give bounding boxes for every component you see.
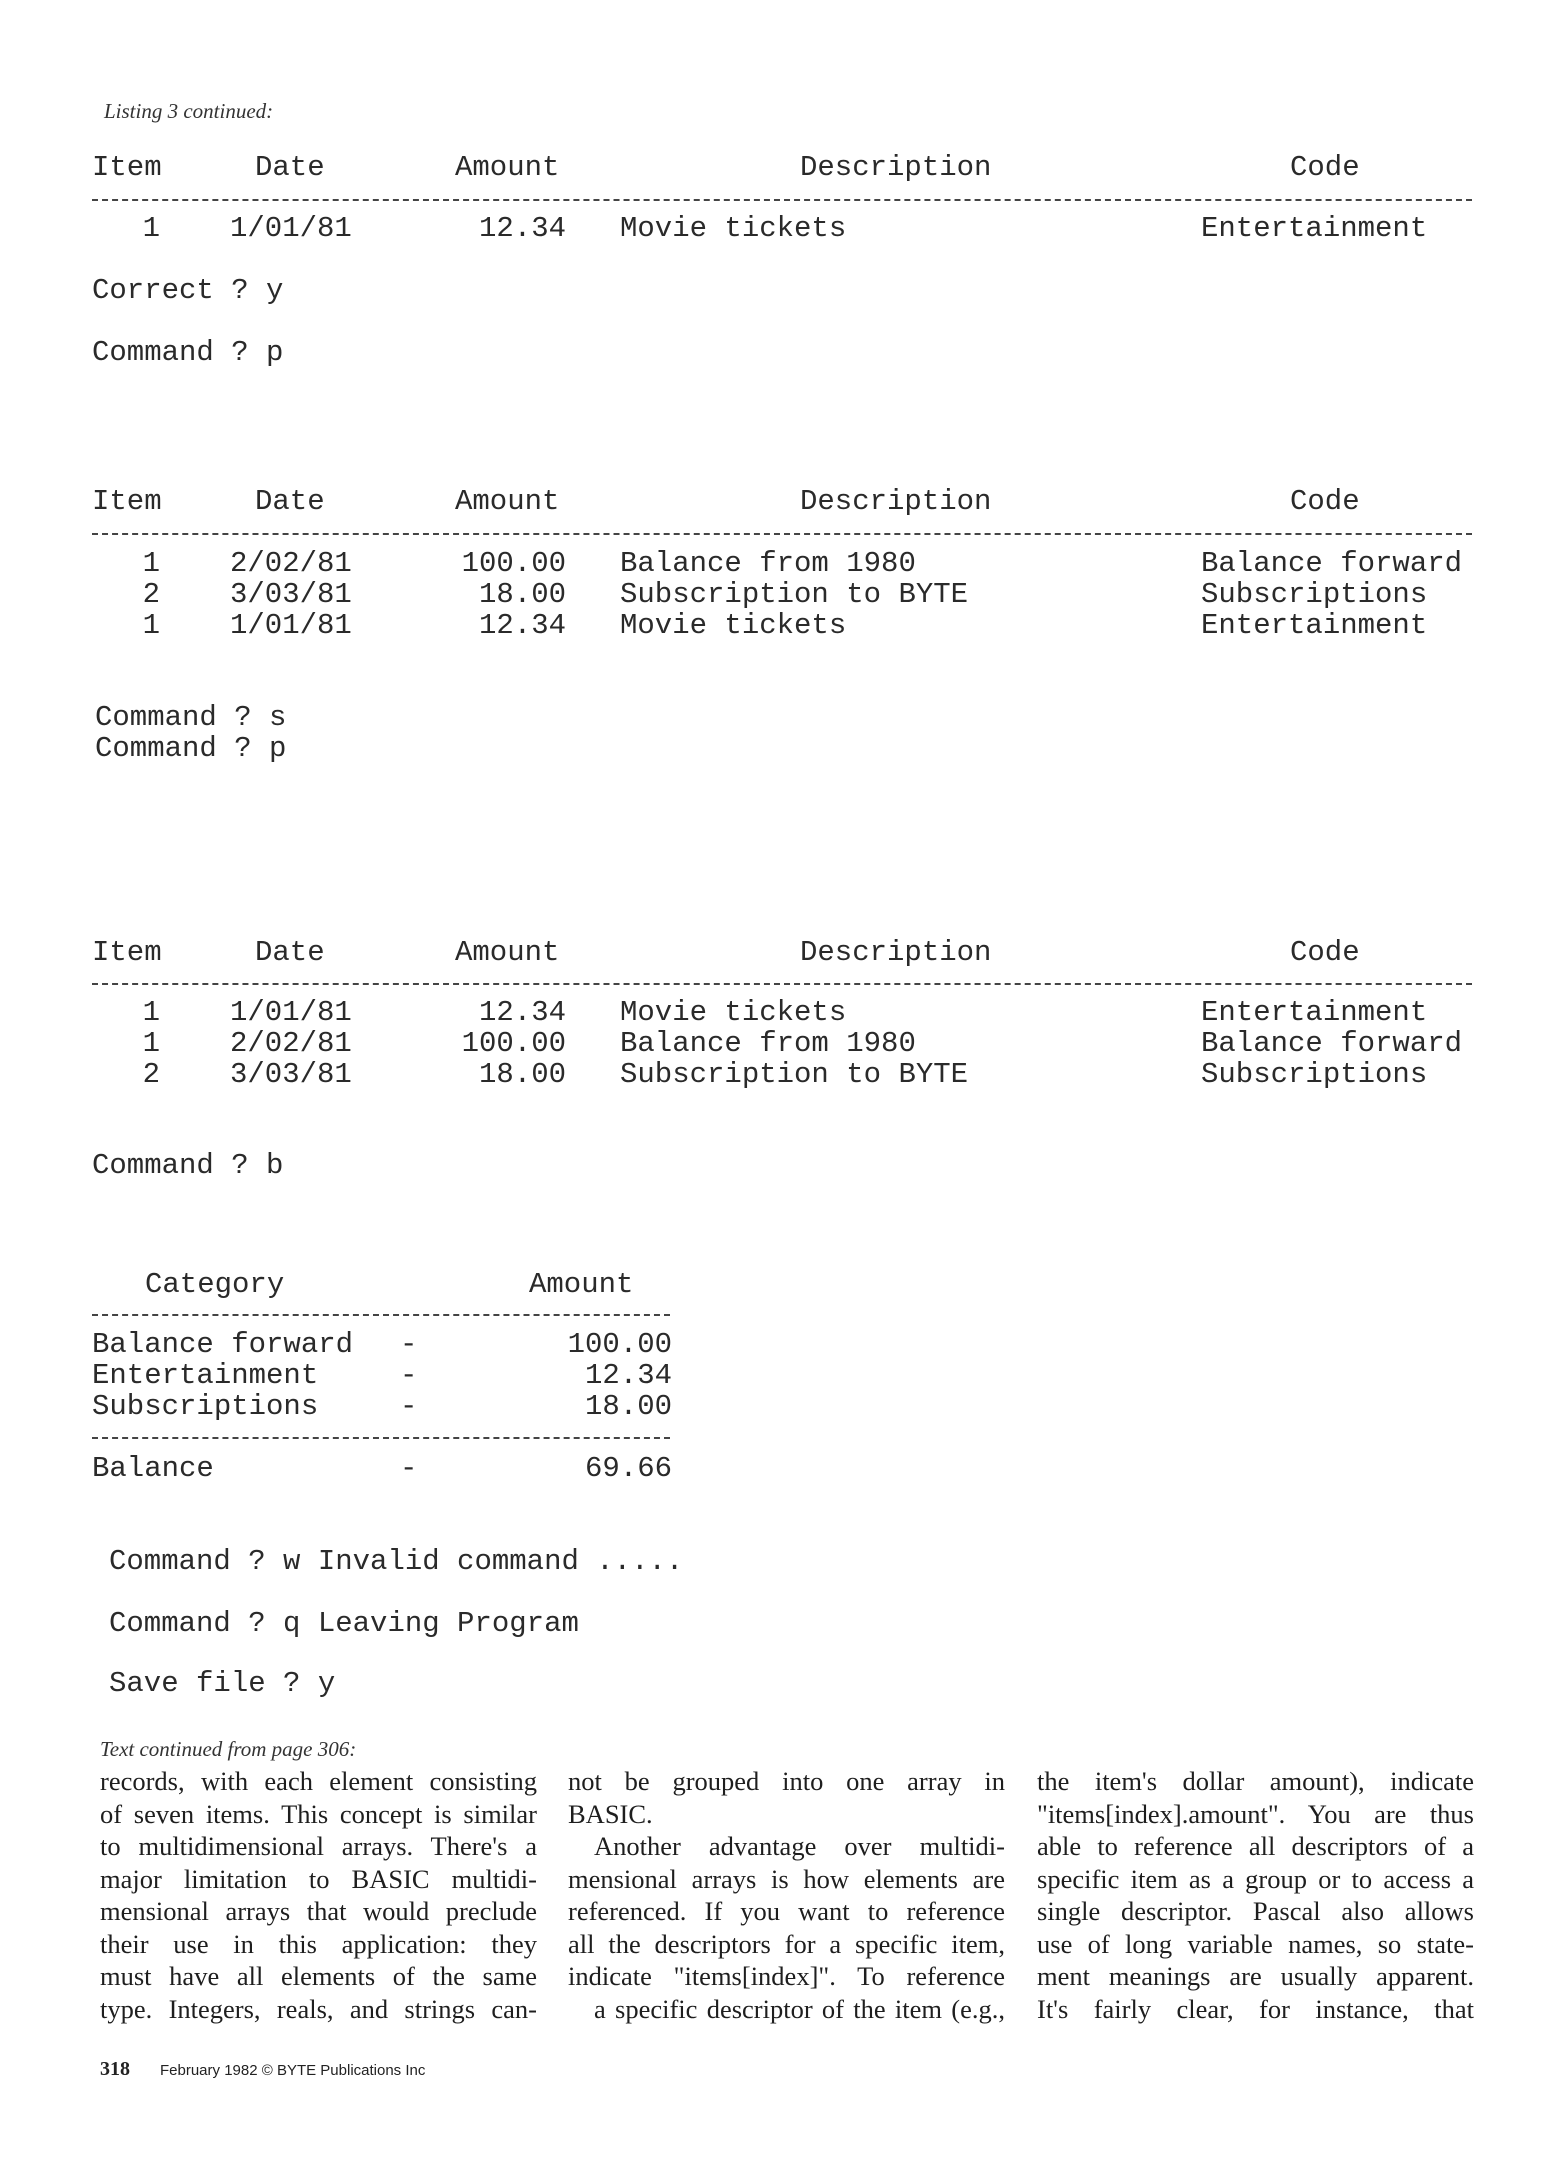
prompt-command: Command ? q Leaving Program <box>109 1607 579 1640</box>
text-line: Another advantage over multidi- <box>594 1831 1005 1861</box>
summary-category: Balance forward <box>92 1328 354 1361</box>
text-line: ment meanings are usually apparent. <box>1037 1961 1474 1991</box>
text-line: major limitation to BASIC multidi- <box>100 1863 537 1894</box>
cell-description: Balance from 1980 <box>620 1027 916 1060</box>
prompt-command: Command ? p <box>92 336 284 369</box>
listing-caption: Listing 3 continued: <box>104 99 274 123</box>
text-line: mensional arrays is how elements are <box>568 1863 1005 1894</box>
cell-date: 2/02/81 <box>230 547 352 580</box>
text-line: not be grouped into one array in <box>568 1766 1005 1796</box>
cell-item: 1 <box>142 547 160 580</box>
header-description: Description <box>800 936 992 969</box>
text-line: indicate "items[index]". To reference <box>568 1961 1005 1991</box>
body-column-2 <box>568 1765 1005 2025</box>
text-line: records, with each element consisting <box>100 1766 537 1796</box>
header-item: Item <box>92 936 162 969</box>
header-description: Description <box>800 485 992 518</box>
summary-header-category: Category <box>145 1268 285 1301</box>
cell-code: Balance forward <box>1201 1027 1463 1060</box>
text-line: BASIC. <box>568 1798 653 1829</box>
cell-description: Balance from 1980 <box>620 547 916 580</box>
cell-description: Movie tickets <box>620 609 847 642</box>
cell-item: 1 <box>142 609 160 642</box>
header-description: Description <box>800 151 992 184</box>
text-line: of seven items. This concept is similar <box>100 1798 537 1829</box>
divider <box>92 983 1472 985</box>
prompt-correct: Correct ? y <box>92 274 284 307</box>
header-date: Date <box>255 485 325 518</box>
prompt-command: Command ? s <box>95 701 287 734</box>
cell-item: 2 <box>142 1058 160 1091</box>
text-line: It's fairly clear, for instance, that <box>1037 1993 1474 2024</box>
cell-description: Movie tickets <box>620 212 847 245</box>
footer-text: February 1982 © BYTE Publications Inc <box>160 2062 426 2079</box>
cell-date: 2/02/81 <box>230 1027 352 1060</box>
summary-sep: - <box>400 1390 418 1423</box>
header-item: Item <box>92 485 162 518</box>
cell-code: Entertainment <box>1201 996 1428 1029</box>
header-amount: Amount <box>455 485 560 518</box>
cell-date: 3/03/81 <box>230 578 352 611</box>
text-line: all the descriptors for a specific item, <box>568 1928 1005 1959</box>
text-line: mensional arrays that would preclude <box>100 1896 537 1926</box>
cell-date: 1/01/81 <box>230 609 352 642</box>
text-line: type. Integers, reals, and strings can- <box>100 1993 537 2024</box>
cell-amount: 100.00 <box>461 547 566 580</box>
cell-date: 3/03/81 <box>230 1058 352 1091</box>
cell-description: Subscription to BYTE <box>620 578 969 611</box>
header-item: Item <box>92 151 162 184</box>
cell-code: Subscriptions <box>1201 578 1428 611</box>
page-number: 318 <box>100 2058 130 2080</box>
divider <box>92 199 1472 201</box>
cell-date: 1/01/81 <box>230 212 352 245</box>
cell-amount: 18.00 <box>478 1058 566 1091</box>
cell-code: Entertainment <box>1201 609 1428 642</box>
text-line: able to reference all descriptors of a <box>1037 1831 1474 1861</box>
summary-header-amount: Amount <box>529 1268 634 1301</box>
summary-category: Entertainment <box>92 1359 319 1392</box>
text-line: specific item as a group or to access a <box>1037 1863 1474 1894</box>
prompt-command: Command ? p <box>95 732 287 765</box>
text-line: must have all elements of the same <box>100 1961 537 1991</box>
cell-item: 1 <box>142 212 160 245</box>
divider <box>92 533 1472 535</box>
balance-sep: - <box>400 1452 418 1485</box>
cell-item: 1 <box>142 996 160 1029</box>
cell-item: 2 <box>142 578 160 611</box>
divider <box>92 1314 670 1316</box>
cell-date: 1/01/81 <box>230 996 352 1029</box>
prompt-save: Save file ? y <box>109 1667 336 1700</box>
text-line: "items[index].amount". You are thus <box>1037 1798 1474 1829</box>
text-line: single descriptor. Pascal also allows <box>1037 1896 1474 1926</box>
header-amount: Amount <box>455 936 560 969</box>
text-line: use of long variable names, so state- <box>1037 1928 1474 1959</box>
text-line: to multidimensional arrays. There's a <box>100 1831 537 1861</box>
cell-item: 1 <box>142 1027 160 1060</box>
header-code: Code <box>1290 936 1360 969</box>
header-date: Date <box>255 151 325 184</box>
balance-amount: 69.66 <box>584 1452 672 1485</box>
text-line: a specific descriptor of the item (e.g., <box>594 1993 1005 2024</box>
summary-category: Subscriptions <box>92 1390 319 1423</box>
balance-label: Balance <box>92 1452 214 1485</box>
header-code: Code <box>1290 485 1360 518</box>
text-line: the item's dollar amount), indicate <box>1037 1766 1474 1796</box>
text-line: their use in this application: they <box>100 1928 537 1959</box>
cell-amount: 100.00 <box>461 1027 566 1060</box>
summary-amount: 100.00 <box>567 1328 672 1361</box>
cell-code: Subscriptions <box>1201 1058 1428 1091</box>
header-code: Code <box>1290 151 1360 184</box>
summary-sep: - <box>400 1328 418 1361</box>
cell-amount: 12.34 <box>478 609 566 642</box>
cell-code: Balance forward <box>1201 547 1463 580</box>
cell-amount: 12.34 <box>478 212 566 245</box>
summary-sep: - <box>400 1359 418 1392</box>
body-column-3 <box>1037 1765 1474 2025</box>
cell-description: Movie tickets <box>620 996 847 1029</box>
header-amount: Amount <box>455 151 560 184</box>
cell-amount: 18.00 <box>478 578 566 611</box>
summary-amount: 18.00 <box>584 1390 672 1423</box>
divider <box>92 1437 670 1439</box>
summary-amount: 12.34 <box>584 1359 672 1392</box>
text-caption: Text continued from page 306: <box>100 1737 357 1761</box>
cell-description: Subscription to BYTE <box>620 1058 969 1091</box>
prompt-command: Command ? w Invalid command ..... <box>109 1545 684 1578</box>
body-column-1 <box>100 1765 537 2025</box>
cell-code: Entertainment <box>1201 212 1428 245</box>
text-line: referenced. If you want to reference <box>568 1896 1005 1926</box>
prompt-command: Command ? b <box>92 1149 284 1182</box>
cell-amount: 12.34 <box>478 996 566 1029</box>
header-date: Date <box>255 936 325 969</box>
